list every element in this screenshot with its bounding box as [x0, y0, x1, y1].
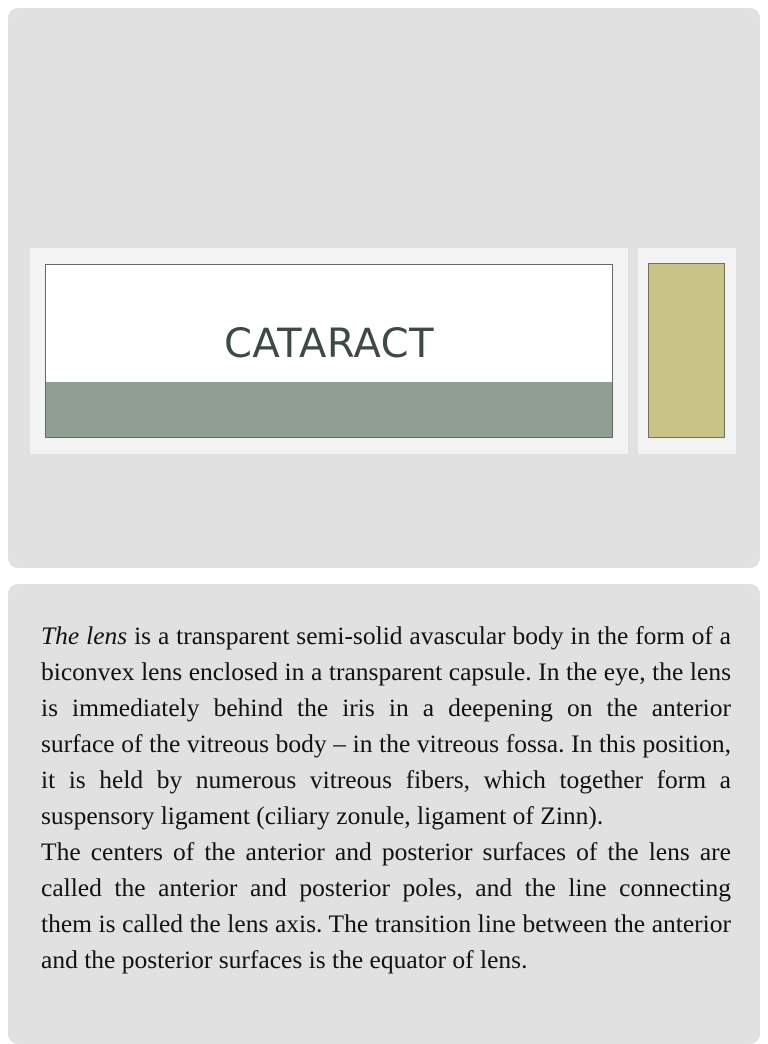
slide-title: CATARACT: [223, 321, 435, 367]
title-box: [45, 264, 613, 438]
lens-term: The lens: [41, 621, 128, 650]
accent-frame: [638, 248, 736, 454]
body-text: [41, 618, 731, 978]
accent-block: [648, 263, 725, 438]
lens-description: is a transparent semi-solid avascular body in the form of a biconvex lens enclosed in a transparent capsule. In the eye, the lens is immediately behind the iris in a deepening on the anterior surface of the vitreous body – in the vitreous fossa. In this position, it is held by numerous vitreous fibers, which together form a suspensory ligament (ciliary zonule, ligament of Zinn).: [41, 621, 731, 830]
content-slide: [8, 584, 760, 1044]
paragraph-lens-description: [41, 618, 731, 834]
title-band: [46, 382, 612, 437]
title-slide: [8, 8, 760, 568]
paragraph-lens-poles: The centers of the anterior and posterior surfaces of the lens are called the anterior and posterior poles, and the line connecting them is called the lens axis. The transition line between the anterior and the posterior surfaces is the equator of lens.: [41, 837, 731, 974]
title-frame: [30, 248, 628, 454]
